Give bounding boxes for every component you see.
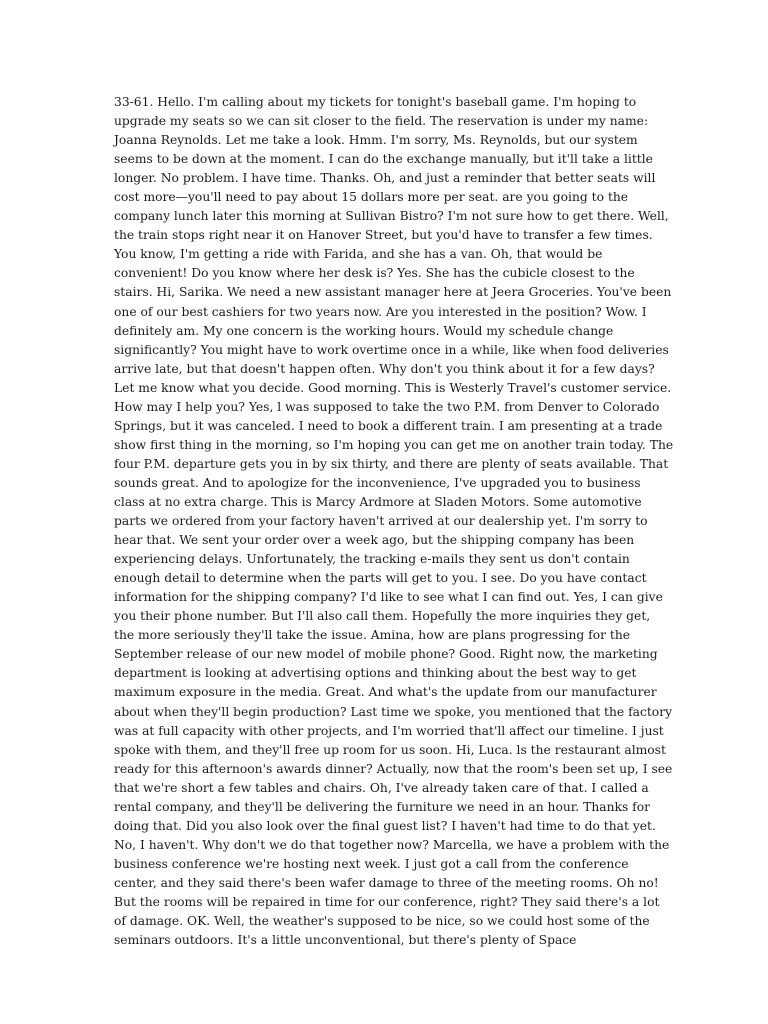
transcript-paragraph: 33-61. Hello. I'm calling about my tickets for tonight's baseball game. I'm hoping to upgrade my seats so we can sit closer to the field. The reservation is under my name: Joanna Reynolds. Let me take a look. Hmm. I'm sorry, Ms. Reynolds, but our system seems to be down at the moment. I can do the exchange manually, but it'll take a little longer. No problem. I have time. Thanks. Oh, and just a reminder that better seats will cost more—you'll need to pay about 15 dollars more per seat. are you going to the company lunch later this morning at Sullivan Bistro? I'm not sure how to get there. Well, the train stops right near it on Hanover Street, but you'd have to transfer a few times. You know, I'm getting a ride with Farida, and she has a van. Oh, that would be convenient! Do you know where her desk is? Yes. She has the cubicle closest to the stairs. Hi, Sarika. We need a new assistant manager here at Jeera Groceries. You've been one of our best cashiers for two years now. Are you interested in the position? Wow. I definitely am. My one concern is the working hours. Would my schedule change significantly? You might have to work overtime once in a while, like when food deliveries arrive late, but that doesn't happen often. Why don't you think about it for a few days? Let me know what you decide. Good morning. This is Westerly Travel's customer service. How may I help you? Yes, l was supposed to take the two P.M. from Denver to Colorado Springs, but it was canceled. I need to book a different train. I am presenting at a trade show first thing in the morning, so I'm hoping you can get me on another train today. The four P.M. departure gets you in by six thirty, and there are plenty of seats available. That sounds great. And to apologize for the inconvenience, I've upgraded you to business class at no extra charge. This is Marcy Ardmore at Sladen Motors. Some automotive parts we ordered from your factory haven't arrived at our dealership yet. I'm sorry to hear that. We sent your order over a week ago, but the shipping company has been experiencing delays. Unfortunately, the tracking e-mails they sent us don't contain enough detail to determine when the parts will get to you. I see. Do you have contact information for the shipping company? I'd like to see what I can find out. Yes, I can give you their phone number. But I'll also call them. Hopefully the more inquiries they get, the more seriously they'll take the issue. Amina, how are plans progressing for the September release of our new model of mobile phone? Good. Right now, the marketing department is looking at advertising options and thinking about the best way to get maximum exposure in the media. Great. And what's the update from our manufacturer about when they'll begin production? Last time we spoke, you mentioned that the factory was at full capacity with other projects, and I'm worried that'll affect our timeline. I just spoke with them, and they'll free up room for us soon. Hi, Luca. ls the restaurant almost ready for this afternoon's awards dinner? Actually, now that the room's been set up, I see that we're short a few tables and chairs. Oh, I've already taken care of that. I called a rental company, and they'll be delivering the furniture we need in an hour. Thanks for doing that. Did you also look over the final guest list? I haven't had time to do that yet. No, I haven't. Why don't we do that together now? Marcella, we have a problem with the business conference we're hosting next week. I just got a call from the conference center, and they said there's been wafer damage to three of the meeting rooms. Oh no! But the rooms will be repaired in time for our conference, right? They said there's a lot of damage. OK. Well, the weather's supposed to be nice, so we could host some of the seminars outdoors. It's a little unconventional, but there's plenty of Space bbox=[114, 95, 674, 948]
